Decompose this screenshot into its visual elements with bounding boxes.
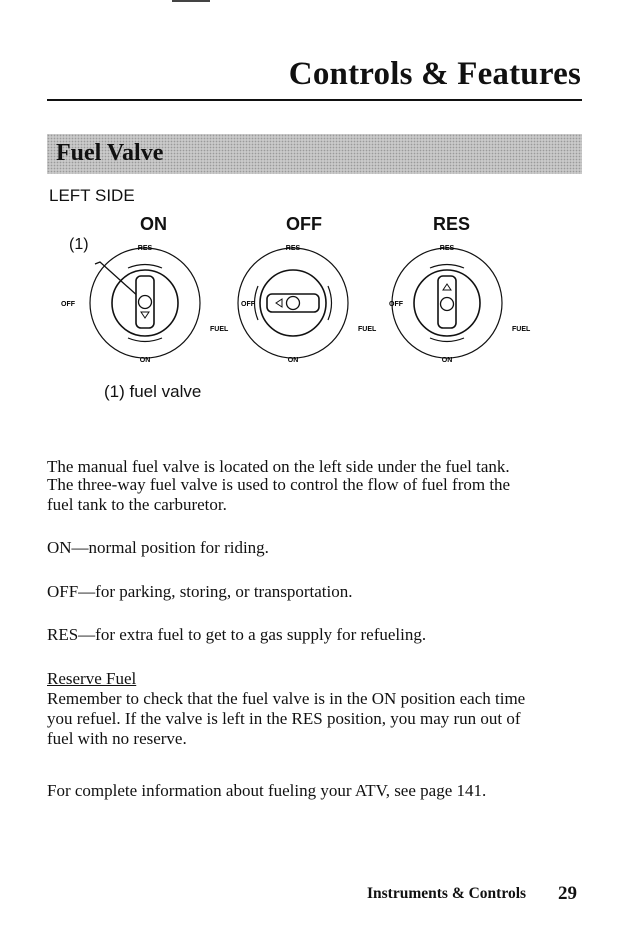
footer-section-title: Instruments & Controls <box>367 885 527 902</box>
paragraph-reserve-fuel <box>47 669 582 749</box>
text-line: OFF—for parking, storing, or transportation. <box>47 582 353 601</box>
text-line: fuel tank to the carburetor. <box>47 495 227 514</box>
dial-label-off: OFF <box>61 301 75 308</box>
dial-label-res: RES <box>439 245 455 252</box>
text-line: Remember to check that the fuel valve is in the ON position each time <box>47 689 526 708</box>
text-line: fuel with no reserve. <box>47 729 187 748</box>
page-number: 29 <box>558 883 577 904</box>
figure-side-label: LEFT SIDE <box>49 186 135 205</box>
valve-dial-on <box>61 245 229 364</box>
paragraph-see-page <box>47 781 582 801</box>
figure-caption: (1) fuel valve <box>104 382 202 401</box>
position-label-res: RES <box>433 214 471 234</box>
page-top-mark <box>172 0 210 2</box>
dial-label-off: OFF <box>241 301 255 308</box>
dial-label-fuel: FUEL <box>210 326 229 333</box>
section-title: Fuel Valve <box>56 140 164 166</box>
position-label-off: OFF <box>286 214 322 234</box>
dial-label-on: ON <box>441 357 453 364</box>
figure-callout: (1) <box>69 236 89 253</box>
section-heading-band <box>47 134 582 174</box>
text-line: RES—for extra fuel to get to a gas supply for refueling. <box>47 625 427 644</box>
fuel-valve-diagram <box>50 228 550 378</box>
dial-label-off: OFF <box>389 301 403 308</box>
paragraph-res <box>47 625 582 645</box>
valve-dial-off <box>238 245 377 364</box>
valve-dial-res <box>389 245 531 364</box>
reserve-fuel-heading: Reserve Fuel <box>47 669 137 688</box>
dial-label-fuel: FUEL <box>512 326 531 333</box>
text-line: For complete information about fueling your ATV, see page 141. <box>47 781 487 800</box>
paragraph-off <box>47 582 582 602</box>
dial-label-res: RES <box>285 245 301 252</box>
dial-label-fuel: FUEL <box>358 326 377 333</box>
dial-label-res: RES <box>137 245 153 252</box>
paragraph-location <box>47 457 582 477</box>
header-rule <box>47 99 582 101</box>
page-title: Controls & Features <box>288 56 581 92</box>
paragraph-three-way <box>47 475 582 515</box>
text-line: The manual fuel valve is located on the left side under the fuel tank. <box>47 457 510 476</box>
callout-leader <box>95 262 140 298</box>
text-line: ON—normal position for riding. <box>47 538 269 557</box>
position-label-on: ON <box>140 214 167 234</box>
dial-label-on: ON <box>139 357 151 364</box>
text-line: you refuel. If the valve is left in the RES position, you may run out of <box>47 709 521 728</box>
dial-label-on: ON <box>287 357 299 364</box>
text-line: The three-way fuel valve is used to control the flow of fuel from the <box>47 475 511 494</box>
paragraph-on <box>47 538 582 558</box>
